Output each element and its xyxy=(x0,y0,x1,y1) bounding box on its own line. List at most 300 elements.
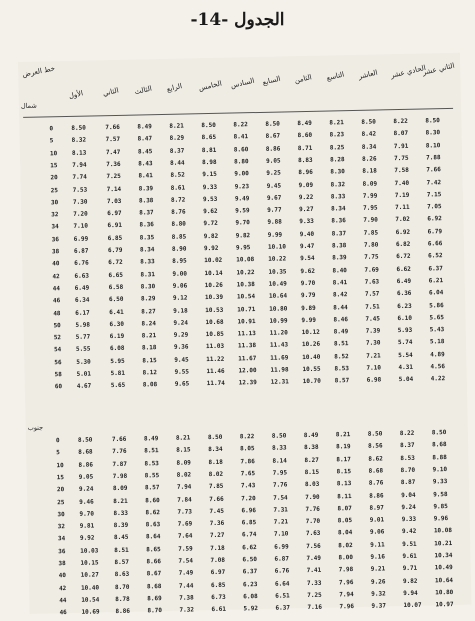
value-cell: 8.68 xyxy=(78,448,93,457)
value-cell: 8.33 xyxy=(113,509,128,517)
value-cell: 8.37 xyxy=(331,229,347,238)
value-cell: 5.54 xyxy=(398,351,413,359)
latitude-cell: 42 xyxy=(52,272,60,280)
month-header: الثاني عشر xyxy=(421,61,456,78)
value-cell: 8.87 xyxy=(400,478,416,487)
value-cell: 8.02 xyxy=(338,541,353,550)
value-cell: 7.56 xyxy=(306,542,321,550)
value-cell: 7.96 xyxy=(338,578,354,586)
value-cell: 7.30 xyxy=(365,339,381,348)
value-cell: 10.55 xyxy=(302,365,321,374)
value-cell: 9.82 xyxy=(203,232,219,240)
value-cell: 7.03 xyxy=(106,197,122,205)
value-cell: 4.56 xyxy=(430,363,445,371)
value-cell: 7.74 xyxy=(72,173,87,182)
north-label: شمال xyxy=(20,101,37,110)
value-cell: 8.56 xyxy=(368,442,383,451)
value-cell: 6.62 xyxy=(396,265,411,273)
value-cell: 8.86 xyxy=(265,145,281,153)
value-cell: 7.99 xyxy=(362,192,378,200)
value-cell: 8.21 xyxy=(329,119,344,127)
value-cell: 8.50 xyxy=(207,433,223,442)
latitude-cell: 54 xyxy=(53,346,62,354)
value-cell: 6.37 xyxy=(428,264,443,273)
value-cell: 8.15 xyxy=(304,468,320,476)
value-cell: 5.77 xyxy=(75,333,91,341)
value-cell: 7.66 xyxy=(426,166,441,174)
latitude-cell: 15 xyxy=(50,162,58,170)
value-cell: 8.81 xyxy=(201,146,217,154)
value-cell: 6.49 xyxy=(396,277,412,286)
value-cell: 9.05 xyxy=(266,157,281,165)
value-cell: 8.44 xyxy=(170,159,185,167)
value-cell: 7.45 xyxy=(209,507,224,515)
value-cell: 9.40 xyxy=(299,230,315,238)
value-cell: 8.52 xyxy=(334,352,349,361)
value-cell: 7.53 xyxy=(72,186,88,194)
value-cell: 9.94 xyxy=(403,589,418,597)
value-cell: 9.79 xyxy=(300,292,316,300)
value-cell: 11.74 xyxy=(206,380,225,388)
value-cell: 9.18 xyxy=(173,307,188,315)
latitude-cell: 0 xyxy=(55,437,60,445)
value-cell: 8.46 xyxy=(333,315,348,324)
value-cell: 6.61 xyxy=(211,605,227,614)
value-cell: 7.86 xyxy=(240,457,255,466)
value-cell: 8.33 xyxy=(140,258,155,266)
value-cell: 7.66 xyxy=(105,123,120,132)
value-cell: 6.30 xyxy=(109,320,125,328)
value-cell: 8.32 xyxy=(71,136,87,145)
value-cell: 8.21 xyxy=(175,434,191,442)
value-cell: 9.06 xyxy=(369,528,385,537)
value-cell: 8.38 xyxy=(138,196,154,205)
value-cell: 10.54 xyxy=(81,596,100,604)
value-cell: 8.44 xyxy=(333,303,348,311)
value-cell: 8.36 xyxy=(139,221,154,229)
value-cell: 9.24 xyxy=(173,319,189,327)
value-cell: 8.41 xyxy=(332,279,348,287)
value-cell: 6.50 xyxy=(242,556,257,564)
value-cell: 10.49 xyxy=(434,564,453,572)
value-cell: 6.74 xyxy=(241,531,257,539)
value-cell: 7.75 xyxy=(364,253,379,262)
value-cell: 8.57 xyxy=(114,558,130,567)
value-cell: 7.05 xyxy=(427,203,442,211)
value-cell: 9.27 xyxy=(299,205,314,214)
value-cell: 8.42 xyxy=(361,130,377,139)
value-cell: 9.21 xyxy=(370,565,386,574)
value-cell: 8.35 xyxy=(139,233,155,242)
value-cell: 8.18 xyxy=(141,344,157,352)
value-cell: 9.45 xyxy=(266,182,282,190)
value-cell: 9.42 xyxy=(401,528,417,536)
value-cell: 7.70 xyxy=(305,517,321,526)
value-cell: 12.31 xyxy=(270,378,289,387)
value-cell: 7.47 xyxy=(105,148,121,156)
value-cell: 7.45 xyxy=(365,315,380,323)
value-cell: 8.45 xyxy=(113,534,129,542)
value-cell: 9.33 xyxy=(202,183,218,191)
value-cell: 10.70 xyxy=(302,378,321,386)
value-cell: 10.80 xyxy=(435,588,454,597)
month-header: السابع xyxy=(261,75,282,88)
value-cell: 8.60 xyxy=(233,145,249,154)
value-cell: 5.43 xyxy=(429,326,445,334)
value-cell: 8.15 xyxy=(176,446,191,455)
value-cell: 7.10 xyxy=(273,530,289,539)
value-cell: 8.38 xyxy=(331,242,347,250)
value-cell: 9.00 xyxy=(234,170,249,178)
value-cell: 6.97 xyxy=(107,209,122,218)
value-cell: 10.27 xyxy=(80,571,99,580)
value-cell: 7.43 xyxy=(240,482,256,490)
value-cell: 11.13 xyxy=(237,330,256,338)
latitude-cell: 36 xyxy=(58,547,66,555)
value-cell: 5.98 xyxy=(75,321,91,329)
value-cell: 6.23 xyxy=(397,302,412,310)
value-cell: 4.22 xyxy=(430,375,446,383)
value-cell: 9.81 xyxy=(79,522,95,530)
value-cell: 8.27 xyxy=(141,307,156,315)
value-cell: 5.92 xyxy=(243,605,259,613)
value-cell: 9.45 xyxy=(174,356,189,364)
latitude-cell: 5 xyxy=(49,137,54,145)
value-cell: 8.12 xyxy=(142,369,158,377)
page-title: الجدول -14- xyxy=(190,10,285,30)
value-cell: 6.65 xyxy=(108,271,124,279)
value-cell: 8.86 xyxy=(115,607,131,616)
value-cell: 10.22 xyxy=(268,255,287,264)
value-cell: 7.08 xyxy=(210,556,226,565)
value-cell: 9.70 xyxy=(79,510,95,518)
value-cell: 8.25 xyxy=(329,143,345,152)
value-cell: 9.36 xyxy=(173,343,189,352)
latitude-cell: 30 xyxy=(50,198,59,207)
value-cell: 7.80 xyxy=(363,241,379,249)
value-cell: 10.54 xyxy=(236,293,256,301)
value-cell: 9.82 xyxy=(235,231,251,240)
value-cell: 9.24 xyxy=(78,485,94,494)
value-cell: 11.20 xyxy=(269,329,288,337)
value-cell: 8.50 xyxy=(367,430,383,438)
value-cell: 9.04 xyxy=(401,491,416,499)
value-cell: 8.51 xyxy=(333,340,349,348)
value-cell: 7.88 xyxy=(426,154,441,162)
value-cell: 8.30 xyxy=(425,129,441,137)
value-cell: 8.52 xyxy=(170,171,185,180)
value-cell: 7.76 xyxy=(112,448,127,456)
value-cell: 12.39 xyxy=(238,379,257,387)
value-cell: 7.38 xyxy=(179,594,194,602)
value-cell: 6.72 xyxy=(108,259,123,267)
value-cell: 8.78 xyxy=(115,595,130,603)
value-cell: 7.98 xyxy=(338,566,354,574)
value-cell: 9.32 xyxy=(371,590,386,598)
value-cell: 10.40 xyxy=(302,353,321,361)
value-cell: 8.02 xyxy=(176,471,192,479)
value-cell: 9.10 xyxy=(432,465,448,474)
value-cell: 6.10 xyxy=(397,314,412,322)
value-cell: 7.18 xyxy=(210,544,225,552)
latitude-cell: 46 xyxy=(52,297,61,305)
value-cell: 8.88 xyxy=(432,453,447,462)
value-cell: 6.66 xyxy=(427,240,443,248)
latitude-cell: 40 xyxy=(52,260,60,268)
value-cell: 9.54 xyxy=(300,255,315,263)
value-cell: 10.99 xyxy=(269,317,288,325)
value-cell: 6.92 xyxy=(395,228,411,236)
value-cell: 7.54 xyxy=(178,557,194,565)
value-cell: 9.37 xyxy=(371,602,387,610)
value-cell: 8.02 xyxy=(208,470,224,478)
latitude-cell: 5 xyxy=(56,449,60,457)
value-cell: 8.21 xyxy=(335,431,351,439)
latitude-cell: 48 xyxy=(53,309,61,317)
value-cell: 9.55 xyxy=(174,368,190,376)
month-header: الثاني xyxy=(101,86,120,99)
value-cell: 6.85 xyxy=(107,234,123,242)
value-cell: 7.51 xyxy=(365,302,380,311)
value-cell: 8.97 xyxy=(369,504,384,512)
value-cell: 10.26 xyxy=(204,281,223,290)
latitude-cell: 40 xyxy=(58,572,67,580)
value-cell: 8.80 xyxy=(171,220,186,229)
value-cell: 9.99 xyxy=(301,316,316,324)
value-cell: 10.08 xyxy=(236,256,255,264)
value-cell: 8.67 xyxy=(146,570,162,578)
value-cell: 7.94 xyxy=(72,161,87,169)
value-cell: 6.99 xyxy=(274,543,289,551)
value-cell: 7.25 xyxy=(307,591,322,599)
value-cell: 7.21 xyxy=(273,518,289,526)
value-cell: 7.76 xyxy=(305,505,320,513)
value-cell: 6.19 xyxy=(109,332,125,341)
value-cell: 7.16 xyxy=(307,603,323,612)
value-cell: 6.82 xyxy=(395,240,411,249)
value-cell: 10.10 xyxy=(267,243,287,251)
value-cell: 8.09 xyxy=(112,484,128,493)
value-cell: 9.49 xyxy=(234,194,250,203)
value-cell: 7.90 xyxy=(363,216,378,225)
value-cell: 8.43 xyxy=(138,160,153,168)
value-cell: 9.12 xyxy=(172,294,188,302)
latitude-cell: 32 xyxy=(57,523,66,531)
latitude-cell: 34 xyxy=(51,223,59,231)
value-cell: 8.64 xyxy=(145,533,161,541)
value-cell: 8.85 xyxy=(171,233,187,241)
value-cell: 8.66 xyxy=(146,558,162,566)
value-cell: 8.04 xyxy=(337,529,353,537)
value-cell: 9.61 xyxy=(402,552,417,561)
month-header: الرابع xyxy=(165,82,183,94)
south-table xyxy=(26,429,468,617)
value-cell: 9.26 xyxy=(370,578,386,586)
value-cell: 8.62 xyxy=(368,455,383,463)
value-cell: 8.08 xyxy=(142,381,158,389)
latitude-header: خط العرض xyxy=(21,64,56,79)
value-cell: 8.36 xyxy=(331,217,346,225)
value-cell: 5.55 xyxy=(75,345,91,354)
value-cell: 10.07 xyxy=(403,601,422,610)
value-cell: 9.59 xyxy=(235,207,250,215)
value-cell: 9.72 xyxy=(203,220,218,228)
value-cell: 7.49 xyxy=(178,569,194,578)
value-cell: 8.10 xyxy=(425,141,441,150)
value-cell: 5.74 xyxy=(397,339,413,347)
value-cell: 7.64 xyxy=(177,532,193,541)
value-cell: 9.67 xyxy=(266,194,282,202)
latitude-cell: 20 xyxy=(50,174,58,182)
value-cell: 5.65 xyxy=(429,313,444,322)
value-cell: 8.22 xyxy=(233,121,248,129)
value-cell: 7.66 xyxy=(111,435,127,444)
value-cell: 8.15 xyxy=(336,468,352,476)
value-cell: 6.64 xyxy=(274,580,290,588)
value-cell: 7.85 xyxy=(208,482,224,491)
value-cell: 8.57 xyxy=(144,484,160,492)
value-cell: 8.07 xyxy=(393,130,409,138)
value-cell: 10.08 xyxy=(433,527,453,535)
value-cell: 7.57 xyxy=(364,290,380,298)
value-cell: 8.70 xyxy=(114,583,130,591)
value-cell: 9.77 xyxy=(267,206,282,214)
value-cell: 8.05 xyxy=(337,517,353,525)
value-cell: 11.46 xyxy=(206,367,225,376)
value-cell: 9.11 xyxy=(370,541,385,549)
value-cell: 8.76 xyxy=(171,208,186,216)
value-cell: 8.70 xyxy=(400,466,416,474)
value-cell: 8.21 xyxy=(141,332,157,340)
value-cell: 7.15 xyxy=(426,190,442,199)
value-cell: 9.51 xyxy=(402,540,417,548)
latitude-cell: 15 xyxy=(56,474,65,482)
value-cell: 7.49 xyxy=(306,554,321,563)
value-cell: 9.62 xyxy=(300,267,315,275)
value-cell: 8.09 xyxy=(176,459,191,467)
value-cell: 11.67 xyxy=(238,354,257,363)
latitude-cell: 38 xyxy=(51,248,60,256)
value-cell: 7.94 xyxy=(176,483,192,491)
latitude-cell: 25 xyxy=(50,186,59,194)
value-cell: 10.91 xyxy=(237,317,256,326)
value-cell: 6.21 xyxy=(428,277,444,285)
value-cell: 8.24 xyxy=(141,319,157,328)
value-cell: 10.21 xyxy=(434,539,453,548)
value-cell: 9.22 xyxy=(298,193,314,201)
value-cell: 8.50 xyxy=(71,124,86,132)
value-cell: 8.34 xyxy=(208,446,223,454)
value-cell: 9.92 xyxy=(79,534,95,543)
value-cell: 9.46 xyxy=(79,498,94,506)
value-cell: 7.73 xyxy=(177,508,192,516)
value-cell: 9.65 xyxy=(174,380,190,389)
value-cell: 6.85 xyxy=(210,581,226,589)
value-cell: 7.10 xyxy=(73,222,88,231)
value-cell: 7.95 xyxy=(272,469,288,477)
value-cell: 8.60 xyxy=(145,496,160,504)
value-cell: 8.53 xyxy=(400,454,415,462)
latitude-cell: 44 xyxy=(59,596,67,605)
value-cell: 4.67 xyxy=(76,382,92,391)
value-cell: 9.25 xyxy=(266,169,281,178)
month-header: الخامس xyxy=(197,79,223,93)
value-cell: 10.26 xyxy=(301,341,321,349)
value-cell: 10.53 xyxy=(205,306,224,314)
value-cell: 7.98 xyxy=(112,472,128,480)
value-cell: 9.09 xyxy=(298,181,314,189)
value-cell: 6.76 xyxy=(274,567,290,576)
value-cell: 8.38 xyxy=(304,444,319,452)
value-cell: 6.36 xyxy=(396,290,412,298)
value-cell: 7.63 xyxy=(305,530,321,538)
value-cell: 10.03 xyxy=(80,547,99,555)
value-cell: 10.71 xyxy=(237,305,256,313)
value-cell: 6.72 xyxy=(396,253,411,261)
latitude-cell: 25 xyxy=(57,498,65,506)
value-cell: 7.25 xyxy=(106,173,121,181)
value-cell: 8.28 xyxy=(330,156,345,164)
value-cell: 9.99 xyxy=(267,231,283,239)
value-cell: 6.37 xyxy=(242,568,258,576)
value-cell: 10.02 xyxy=(204,257,223,265)
value-cell: 8.19 xyxy=(336,443,351,451)
value-cell: 6.17 xyxy=(75,309,90,317)
value-cell: 8.13 xyxy=(71,149,87,157)
value-cell: 8.65 xyxy=(146,545,161,554)
latitude-cell: 42 xyxy=(58,584,67,592)
value-cell: 6.62 xyxy=(242,543,257,552)
value-cell: 8.68 xyxy=(368,467,384,475)
value-cell: 5.30 xyxy=(76,358,91,366)
value-cell: 10.15 xyxy=(80,559,99,567)
value-cell: 7.66 xyxy=(209,495,224,503)
value-cell: 8.18 xyxy=(362,167,377,175)
value-cell: 10.34 xyxy=(434,552,453,560)
value-cell: 10.97 xyxy=(435,601,454,609)
value-cell: 10.64 xyxy=(434,576,454,584)
value-cell: 8.86 xyxy=(369,491,384,500)
value-cell: 6.73 xyxy=(211,593,226,601)
latitude-cell: 10 xyxy=(49,149,58,157)
value-cell: 9.24 xyxy=(401,503,416,511)
value-cell: 6.87 xyxy=(73,247,89,255)
value-cell: 8.50 xyxy=(431,429,447,437)
value-cell: 8.61 xyxy=(170,184,186,192)
value-cell: 8.22 xyxy=(399,429,415,438)
latitude-cell: 0 xyxy=(49,125,54,133)
value-cell: 5.93 xyxy=(397,326,413,335)
value-cell: 6.91 xyxy=(107,222,122,230)
latitude-cell: 58 xyxy=(54,371,62,379)
value-cell: 11.38 xyxy=(237,342,257,350)
value-cell: 9.47 xyxy=(299,242,315,251)
value-cell: 7.20 xyxy=(241,494,256,502)
value-cell: 8.21 xyxy=(169,122,184,130)
value-cell: 8.49 xyxy=(303,431,319,440)
value-cell: 9.53 xyxy=(202,195,218,203)
value-cell: 8.69 xyxy=(147,594,162,603)
value-cell: 6.63 xyxy=(74,272,90,280)
value-cell: 5.65 xyxy=(110,382,126,390)
value-cell: 8.09 xyxy=(362,180,378,188)
value-cell: 8.27 xyxy=(304,456,319,464)
latitude-cell: 20 xyxy=(56,486,65,494)
value-cell: 7.63 xyxy=(364,278,380,286)
value-cell: 9.88 xyxy=(267,218,282,227)
value-cell: 8.49 xyxy=(333,328,349,336)
value-cell: 6.34 xyxy=(74,296,90,305)
